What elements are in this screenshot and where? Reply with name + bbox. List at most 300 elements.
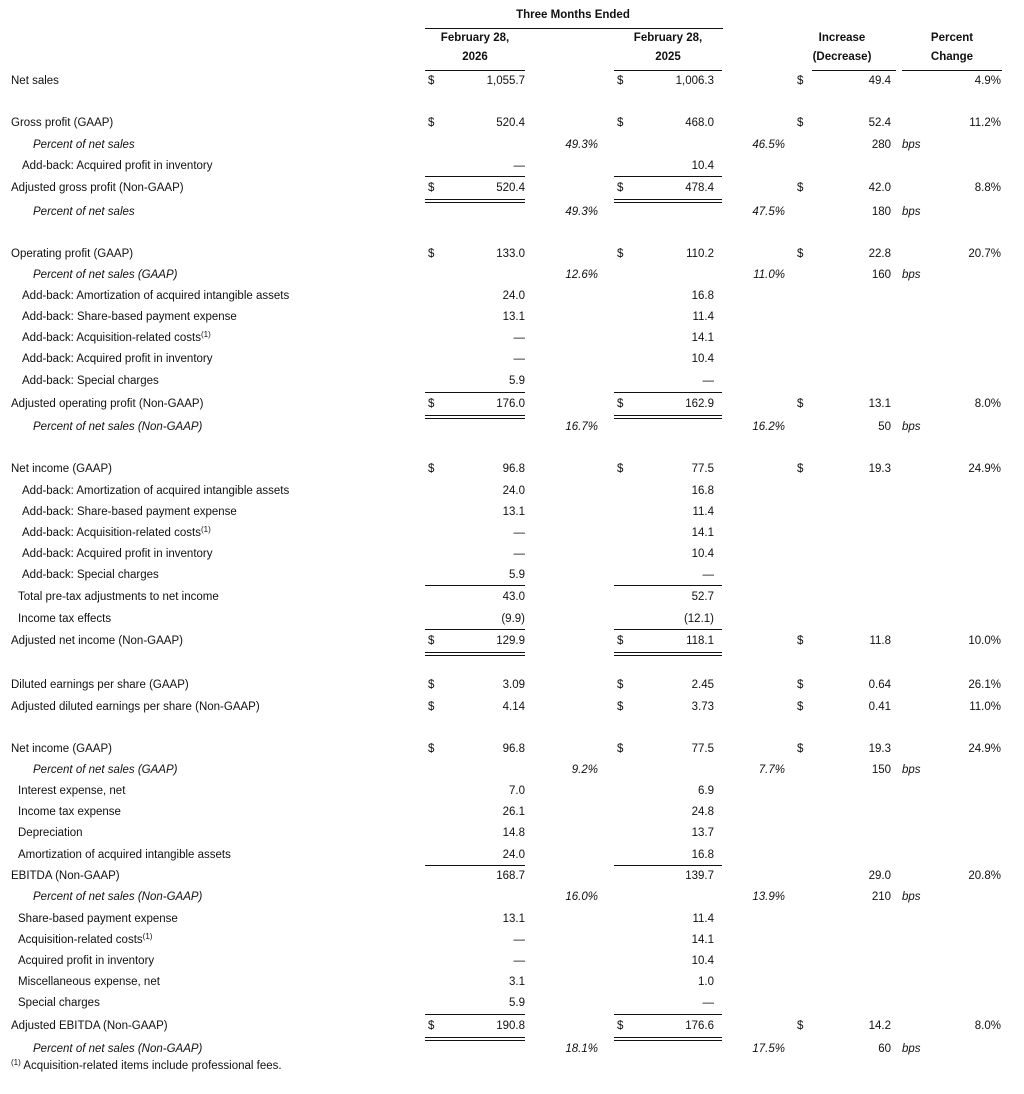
row-label: [11, 866, 120, 886]
double-rule: [425, 415, 525, 419]
value-2026: —: [513, 548, 525, 560]
row-label-text: Adjusted diluted earnings per share (Non-GAAP): [11, 701, 260, 713]
table-row: [0, 697, 1024, 717]
value-2026: —: [513, 160, 525, 172]
value-2025: 10.4: [691, 548, 714, 560]
row-label-text: Total pre-tax adjustments to net income: [18, 591, 219, 603]
dollar-col3: $: [797, 463, 804, 475]
change-value: 29.0: [868, 870, 891, 882]
footnote-text: Acquisition-related items include professional fees.: [20, 1060, 282, 1072]
value-2025: —: [702, 375, 714, 387]
dollar-col1: $: [428, 679, 435, 691]
dollar-col3: $: [797, 635, 804, 647]
row-label: [18, 909, 178, 929]
change-value: 19.3: [868, 463, 891, 475]
value-2026: —: [513, 353, 525, 365]
value-2025: 11.4: [692, 311, 714, 323]
single-rule: [614, 392, 722, 393]
table-row: [0, 286, 1024, 306]
value-2026: 4.14: [502, 701, 525, 713]
percent-2025: 11.0%: [753, 269, 785, 281]
value-2025: 16.8: [691, 485, 714, 497]
bps-unit: bps: [902, 891, 921, 903]
table-row: [0, 1039, 1024, 1059]
table-row: [0, 587, 1024, 607]
row-label-text: Add-back: Share-based payment expense: [22, 311, 237, 323]
value-2026: 168.7: [496, 870, 525, 882]
table-row: [0, 328, 1024, 348]
double-rule: [425, 652, 525, 656]
table-row: [0, 760, 1024, 780]
change-value: 60: [878, 1043, 891, 1055]
dollar-col1: $: [428, 248, 435, 260]
single-rule: [425, 1014, 525, 1015]
row-label-text: Add-back: Special charges: [22, 375, 159, 387]
change-value: 11.8: [869, 635, 891, 647]
row-label: [33, 1039, 202, 1059]
row-label: [22, 544, 213, 564]
table-row: [0, 371, 1024, 391]
bps-unit: bps: [902, 764, 921, 776]
table-row: [0, 417, 1024, 437]
dollar-col1: $: [428, 182, 435, 194]
bps-unit: bps: [902, 206, 921, 218]
row-label: [18, 587, 219, 607]
value-2026: 133.0: [496, 248, 525, 260]
col2-header: February 28,: [633, 32, 703, 44]
value-2026: 520.4: [496, 182, 525, 194]
row-label: [11, 1016, 168, 1036]
row-label: [11, 739, 112, 759]
change-value: 0.64: [868, 679, 891, 691]
single-rule: [425, 865, 525, 866]
value-2025: 1,006.3: [675, 75, 714, 87]
row-label: [18, 972, 160, 992]
row-label: [22, 156, 213, 176]
table-row: [0, 866, 1024, 886]
table-row: [0, 244, 1024, 264]
row-label-text: Diluted earnings per share (GAAP): [11, 679, 189, 691]
row-label-text: Percent of net sales (Non-GAAP): [33, 1043, 203, 1055]
table-row: [0, 481, 1024, 501]
dollar-col3: $: [797, 248, 804, 260]
row-label: [22, 307, 237, 327]
period-underline: [425, 28, 723, 29]
bps-unit: bps: [902, 1043, 921, 1055]
percent-2025: 16.2%: [752, 421, 785, 433]
percent-2025: 47.5%: [752, 206, 785, 218]
value-2026: 176.0: [496, 398, 525, 410]
table-row: [0, 202, 1024, 222]
value-2026: —: [513, 955, 525, 967]
row-label: [18, 609, 111, 629]
value-2026: —: [513, 332, 525, 344]
single-rule: [614, 176, 722, 177]
double-rule: [614, 652, 722, 656]
table-row: [0, 502, 1024, 522]
row-label-text: Adjusted gross profit (Non-GAAP): [11, 182, 184, 194]
value-2025: 162.9: [685, 398, 714, 410]
change-value: 14.2: [868, 1020, 891, 1032]
single-rule: [614, 585, 722, 586]
percent-change: 4.9%: [974, 75, 1001, 87]
single-rule: [425, 585, 525, 586]
dollar-col1: $: [428, 398, 435, 410]
row-label-text: Percent of net sales: [33, 139, 135, 151]
row-label-text: Gross profit (GAAP): [11, 117, 114, 129]
dollar-col2: $: [617, 117, 624, 129]
row-label-text: Add-back: Acquired profit in inventory: [22, 160, 213, 172]
row-label: [11, 113, 113, 133]
value-2026: 13.1: [502, 506, 525, 518]
value-2026: 190.8: [496, 1020, 525, 1032]
table-row: [0, 113, 1024, 133]
dollar-col2: $: [617, 398, 624, 410]
table-row: [0, 459, 1024, 479]
double-rule: [614, 199, 722, 203]
row-label-text: Depreciation: [18, 827, 83, 839]
double-rule: [425, 1037, 525, 1041]
dollar-col3: $: [797, 743, 804, 755]
percent-2026: 16.7%: [565, 421, 598, 433]
row-label: [33, 887, 202, 907]
dollar-col3: $: [797, 182, 804, 194]
dollar-col2: $: [617, 635, 624, 647]
value-2025: 77.5: [691, 463, 714, 475]
row-label: [22, 523, 211, 543]
value-2026: 5.9: [509, 997, 525, 1009]
value-2026: 5.9: [509, 569, 525, 581]
value-2025: 118.1: [686, 635, 714, 647]
col4-header-2: Change: [930, 51, 974, 63]
col3-header: Increase: [818, 32, 866, 44]
row-label: [18, 802, 121, 822]
table-row: [0, 544, 1024, 564]
bps-unit: bps: [902, 269, 921, 281]
table-row: [0, 972, 1024, 992]
row-label: [22, 565, 159, 585]
row-label: [22, 349, 213, 369]
row-label-text: Add-back: Special charges: [22, 569, 159, 581]
row-label: [18, 930, 152, 950]
dollar-col1: $: [428, 463, 435, 475]
row-label-text: Acquired profit in inventory: [18, 955, 155, 967]
value-2026: 14.8: [502, 827, 525, 839]
table-row: [0, 930, 1024, 950]
percent-2026: 49.3%: [565, 139, 598, 151]
dollar-col1: $: [428, 635, 435, 647]
col4-header: Percent: [930, 32, 974, 44]
table-row: [0, 307, 1024, 327]
value-2025: 16.8: [691, 849, 714, 861]
row-label-text: Net income (GAAP): [11, 743, 112, 755]
table-row: [0, 178, 1024, 198]
footnote-ref: (1): [142, 932, 153, 941]
value-2025: 24.8: [691, 806, 714, 818]
value-2025: 176.6: [685, 1020, 714, 1032]
row-label: [18, 781, 125, 801]
dollar-col2: $: [617, 1020, 624, 1032]
value-2025: 52.7: [691, 591, 714, 603]
col3-header-2: (Decrease): [812, 51, 872, 63]
single-rule: [614, 865, 722, 866]
value-2025: 478.4: [685, 182, 714, 194]
row-label-text: Add-back: Share-based payment expense: [22, 506, 237, 518]
table-row: [0, 887, 1024, 907]
dollar-col3: $: [797, 75, 804, 87]
row-label: [11, 244, 133, 264]
col1-header: February 28,: [440, 32, 510, 44]
row-label: [33, 417, 202, 437]
percent-change: 10.0%: [968, 635, 1001, 647]
row-label: [11, 631, 183, 651]
table-row: [0, 394, 1024, 414]
table-row: [0, 802, 1024, 822]
single-rule: [614, 1014, 722, 1015]
row-label: [22, 502, 237, 522]
footnote: [11, 1060, 282, 1072]
row-label: [33, 135, 135, 155]
value-2026: 24.0: [502, 485, 525, 497]
change-value: 0.41: [868, 701, 891, 713]
value-2026: 7.0: [509, 785, 525, 797]
value-2025: 14.1: [691, 332, 714, 344]
dollar-col1: $: [428, 75, 435, 87]
row-label-text: Add-back: Acquired profit in inventory: [22, 353, 213, 365]
footnote-ref: (1): [200, 330, 211, 339]
row-label-text: Operating profit (GAAP): [11, 248, 134, 260]
row-label-text: Acquisition-related costs: [18, 934, 143, 946]
row-label-text: Add-back: Amortization of acquired intangible assets: [22, 485, 290, 497]
row-label: [22, 286, 289, 306]
percent-2026: 18.1%: [565, 1043, 598, 1055]
value-2026: 13.1: [502, 913, 525, 925]
row-label-text: Add-back: Amortization of acquired intangible assets: [22, 290, 290, 302]
percent-change: 8.0%: [974, 1020, 1001, 1032]
percent-change: 11.0%: [969, 701, 1001, 713]
table-row: [0, 993, 1024, 1013]
value-2025: 10.4: [691, 955, 714, 967]
value-2025: 139.7: [685, 870, 714, 882]
table-row: [0, 631, 1024, 651]
value-2026: 5.9: [509, 375, 525, 387]
row-label: [11, 71, 59, 91]
change-value: 180: [871, 206, 891, 218]
change-value: 150: [871, 764, 891, 776]
dollar-col1: $: [428, 1020, 435, 1032]
value-2025: 13.7: [691, 827, 714, 839]
value-2026: 3.1: [509, 976, 525, 988]
col2-year: 2025: [655, 51, 681, 63]
footnote-marker: (1): [11, 1058, 21, 1067]
row-label: [11, 697, 260, 717]
row-label: [22, 371, 159, 391]
change-value: 19.3: [868, 743, 891, 755]
row-label: [33, 760, 177, 780]
change-value: 22.8: [868, 248, 891, 260]
value-2026: 96.8: [502, 463, 525, 475]
table-row: [0, 135, 1024, 155]
row-label: [11, 459, 112, 479]
value-2025: 14.1: [691, 527, 714, 539]
row-label-text: Income tax effects: [18, 613, 112, 625]
dollar-col3: $: [797, 701, 804, 713]
percent-2026: 16.0%: [565, 891, 598, 903]
table-row: [0, 71, 1024, 91]
dollar-col3: $: [797, 679, 804, 691]
single-rule: [425, 176, 525, 177]
row-label: [22, 328, 211, 348]
value-2025: 14.1: [691, 934, 714, 946]
value-2026: 3.09: [502, 679, 525, 691]
percent-2026: 9.2%: [571, 764, 598, 776]
row-label: [22, 481, 289, 501]
percent-2025: 46.5%: [752, 139, 785, 151]
footnote-ref: (1): [200, 525, 211, 534]
row-label-text: Net income (GAAP): [11, 463, 112, 475]
table-row: [0, 823, 1024, 843]
row-label-text: Percent of net sales (GAAP): [33, 269, 178, 281]
value-2026: 26.1: [502, 806, 525, 818]
double-rule: [614, 1037, 722, 1041]
change-value: 280: [871, 139, 891, 151]
row-label-text: Percent of net sales (Non-GAAP): [33, 891, 203, 903]
change-value: 50: [878, 421, 891, 433]
single-rule: [425, 629, 525, 630]
row-label: [11, 178, 184, 198]
row-label: [18, 993, 100, 1013]
row-label: [18, 951, 154, 971]
double-rule: [614, 415, 722, 419]
value-2026: 13.1: [502, 311, 525, 323]
value-2026: —: [513, 934, 525, 946]
percent-2025: 17.5%: [752, 1043, 785, 1055]
row-label-text: Add-back: Acquisition-related costs: [22, 527, 201, 539]
value-2025: 11.4: [692, 506, 714, 518]
percent-change: 8.8%: [974, 182, 1001, 194]
table-row: [0, 523, 1024, 543]
dollar-col3: $: [797, 1020, 804, 1032]
percent-change: 24.9%: [968, 743, 1001, 755]
value-2025: 110.2: [686, 248, 714, 260]
value-2025: (12.1): [683, 613, 714, 625]
row-label-text: Special charges: [18, 997, 100, 1009]
value-2026: 129.9: [496, 635, 525, 647]
row-label-text: Income tax expense: [18, 806, 121, 818]
dollar-col2: $: [617, 743, 624, 755]
row-label-text: Adjusted EBITDA (Non-GAAP): [11, 1020, 168, 1032]
percent-change: 11.2%: [969, 117, 1001, 129]
row-label-text: Percent of net sales (Non-GAAP): [33, 421, 203, 433]
table-row: [0, 675, 1024, 695]
single-rule: [425, 392, 525, 393]
row-label: [18, 845, 231, 865]
value-2026: 1,055.7: [486, 75, 525, 87]
value-2025: 2.45: [691, 679, 714, 691]
value-2025: 468.0: [685, 117, 714, 129]
row-label-text: Miscellaneous expense, net: [18, 976, 160, 988]
row-label-text: Interest expense, net: [18, 785, 126, 797]
table-row: [0, 951, 1024, 971]
table-row: [0, 265, 1024, 285]
value-2025: 77.5: [691, 743, 714, 755]
value-2025: 3.73: [691, 701, 714, 713]
row-label-text: Add-back: Acquisition-related costs: [22, 332, 201, 344]
row-label-text: Adjusted operating profit (Non-GAAP): [11, 398, 204, 410]
dollar-col1: $: [428, 701, 435, 713]
row-label: [11, 394, 203, 414]
dollar-col2: $: [617, 463, 624, 475]
value-2026: 520.4: [496, 117, 525, 129]
table-row: [0, 609, 1024, 629]
dollar-col1: $: [428, 117, 435, 129]
row-label-text: Net sales: [11, 75, 59, 87]
row-label: [33, 202, 135, 222]
row-label-text: Amortization of acquired intangible assets: [18, 849, 231, 861]
value-2025: 10.4: [691, 353, 714, 365]
value-2025: 10.4: [691, 160, 714, 172]
value-2026: —: [513, 527, 525, 539]
percent-change: 20.8%: [968, 870, 1001, 882]
row-label: [18, 823, 83, 843]
bps-unit: bps: [902, 139, 921, 151]
percent-change: 8.0%: [974, 398, 1001, 410]
value-2026: 24.0: [502, 849, 525, 861]
value-2025: —: [702, 997, 714, 1009]
value-2026: 43.0: [502, 591, 525, 603]
percent-change: 20.7%: [968, 248, 1001, 260]
table-row: [0, 349, 1024, 369]
row-label-text: Share-based payment expense: [18, 913, 178, 925]
dollar-col2: $: [617, 679, 624, 691]
percent-2025: 7.7%: [758, 764, 785, 776]
table-row: [0, 156, 1024, 176]
percent-2026: 12.6%: [565, 269, 598, 281]
period-header: Three Months Ended: [516, 9, 630, 21]
change-value: 210: [871, 891, 891, 903]
row-label-text: EBITDA (Non-GAAP): [11, 870, 120, 882]
value-2025: —: [702, 569, 714, 581]
dollar-col1: $: [428, 743, 435, 755]
row-label-text: Percent of net sales: [33, 206, 135, 218]
row-label: [11, 675, 189, 695]
value-2026: 24.0: [502, 290, 525, 302]
change-value: 52.4: [868, 117, 891, 129]
value-2026: 96.8: [502, 743, 525, 755]
row-label-text: Adjusted net income (Non-GAAP): [11, 635, 183, 647]
dollar-col2: $: [617, 701, 624, 713]
percent-2025: 13.9%: [752, 891, 785, 903]
table-row: [0, 1016, 1024, 1036]
row-label-text: Add-back: Acquired profit in inventory: [22, 548, 213, 560]
single-rule: [614, 629, 722, 630]
value-2025: 11.4: [692, 913, 714, 925]
table-row: [0, 909, 1024, 929]
value-2026: (9.9): [501, 613, 525, 625]
col1-year: 2026: [462, 51, 488, 63]
double-rule: [425, 199, 525, 203]
table-row: [0, 565, 1024, 585]
dollar-col2: $: [617, 182, 624, 194]
value-2025: 1.0: [698, 976, 714, 988]
bps-unit: bps: [902, 421, 921, 433]
value-2025: 6.9: [698, 785, 714, 797]
change-value: 160: [871, 269, 891, 281]
row-label: [33, 265, 177, 285]
dollar-col3: $: [797, 117, 804, 129]
value-2025: 16.8: [691, 290, 714, 302]
change-value: 42.0: [868, 182, 891, 194]
